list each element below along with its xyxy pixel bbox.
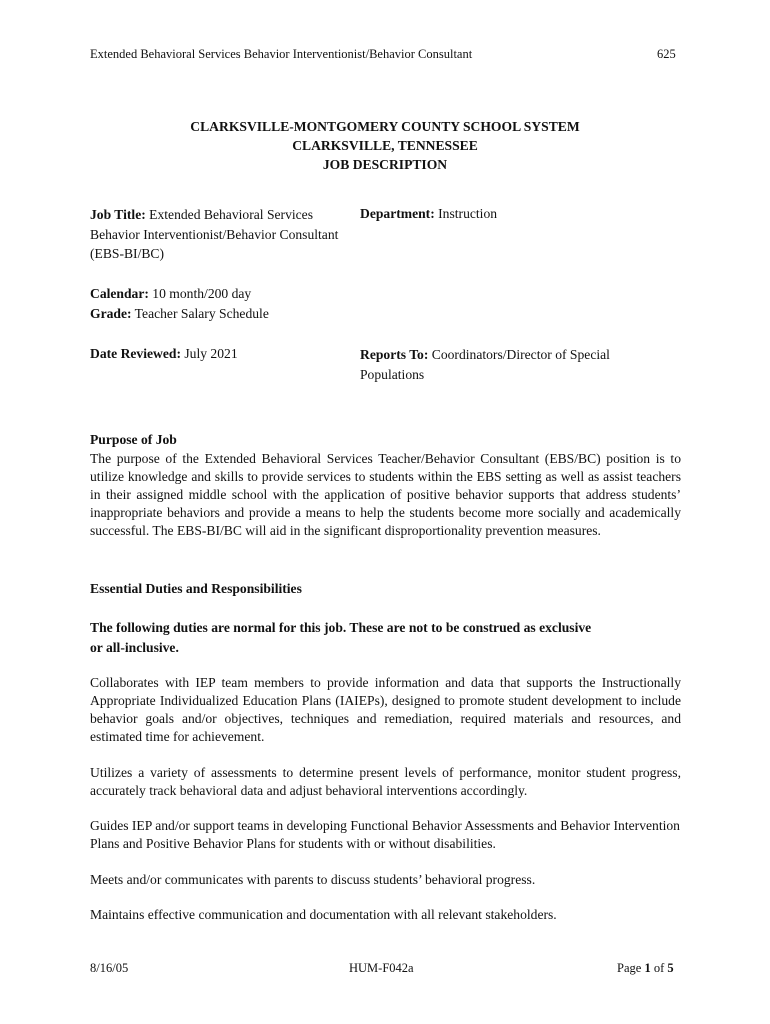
grade-label: Grade: [90, 306, 132, 321]
document-title-block [0, 117, 770, 174]
purpose-text: The purpose of the Extended Behavioral Services Teacher/Behavior Consultant (EBS/BC) position is to utilize knowledge and skills to provide services to students within the EBS setting as well as assist teachers in their assigned middle school with the application of positive behavior supports that address students’ inappropriate behaviors and provide a means to help the students become more socially and academically successful. The EBS-BI/BC will aid in the significant disproportionality prevention measures. [90, 451, 681, 538]
title-line-2: CLARKSVILLE, TENNESSEE [292, 138, 478, 153]
job-title-value: Extended Behavioral Services Behavior Interventionist/Behavior Consultant (EBS-BI/BC) [90, 207, 339, 261]
date-reviewed-field [90, 345, 350, 363]
page-prefix: Page [617, 961, 645, 975]
duties-note-line-2: or all-inclusive. [90, 640, 179, 655]
calendar-field [90, 285, 490, 303]
department-value: Instruction [434, 206, 498, 221]
title-line-1: CLARKSVILLE-MONTGOMERY COUNTY SCHOOL SYSTEM [190, 119, 580, 134]
page-total: 5 [667, 961, 674, 975]
duty-item: Meets and/or communicates with parents to discuss students’ behavioral progress. [90, 872, 536, 887]
reports-to-label: Reports To: [360, 347, 429, 362]
reports-to-value: Coordinators/Director of Special Populations [360, 347, 610, 382]
running-header-title: Extended Behavioral Services Behavior Interventionist/Behavior Consultant [90, 47, 473, 61]
date-reviewed-value: July 2021 [180, 346, 238, 361]
purpose-heading: Purpose of Job [90, 432, 177, 447]
grade-value: Teacher Salary Schedule [131, 306, 269, 321]
running-header-page-number: 625 [657, 47, 676, 61]
page-current: 1 [644, 961, 651, 975]
duty-item: Guides IEP and/or support teams in developing Functional Behavior Assessments and Behavior Intervention Plans and Positive Behavior Plans for students with or without disabilities. [90, 818, 680, 851]
footer-page-indicator [617, 959, 674, 977]
duty-item: Collaborates with IEP team members to provide information and data that supports the Instructionally Appropriate Individualized Education Plans (IAIEPs), designed to promote student development to include behavior goals and/or objectives, techniques and remediation, required materials and resources, and estimated time for achievement. [90, 675, 681, 744]
department-label: Department: [360, 206, 435, 221]
calendar-label: Calendar: [90, 286, 149, 301]
department-field [360, 205, 680, 223]
title-line-3: JOB DESCRIPTION [322, 157, 448, 172]
job-title-label: Job Title: [90, 207, 146, 222]
duty-item: Maintains effective communication and documentation with all relevant stakeholders. [90, 907, 557, 922]
footer-date: 8/16/05 [90, 961, 129, 975]
date-reviewed-label: Date Reviewed: [90, 346, 181, 361]
grade-field [90, 305, 490, 323]
duties-note-line-1: The following duties are normal for this job. These are not to be construed as exclusive [90, 620, 592, 635]
duties-heading: Essential Duties and Responsibilities [90, 581, 302, 596]
job-title-field [90, 205, 350, 264]
calendar-value: 10 month/200 day [148, 286, 252, 301]
footer-form-code: HUM-F042a [349, 961, 414, 975]
reports-to-field [360, 345, 660, 385]
duties-note [90, 618, 681, 658]
page-of: of [650, 961, 668, 975]
duty-item: Utilizes a variety of assessments to determine present levels of performance, monitor student progress, accurately track behavioral data and adjust behavioral interventions accordingly. [90, 765, 681, 798]
